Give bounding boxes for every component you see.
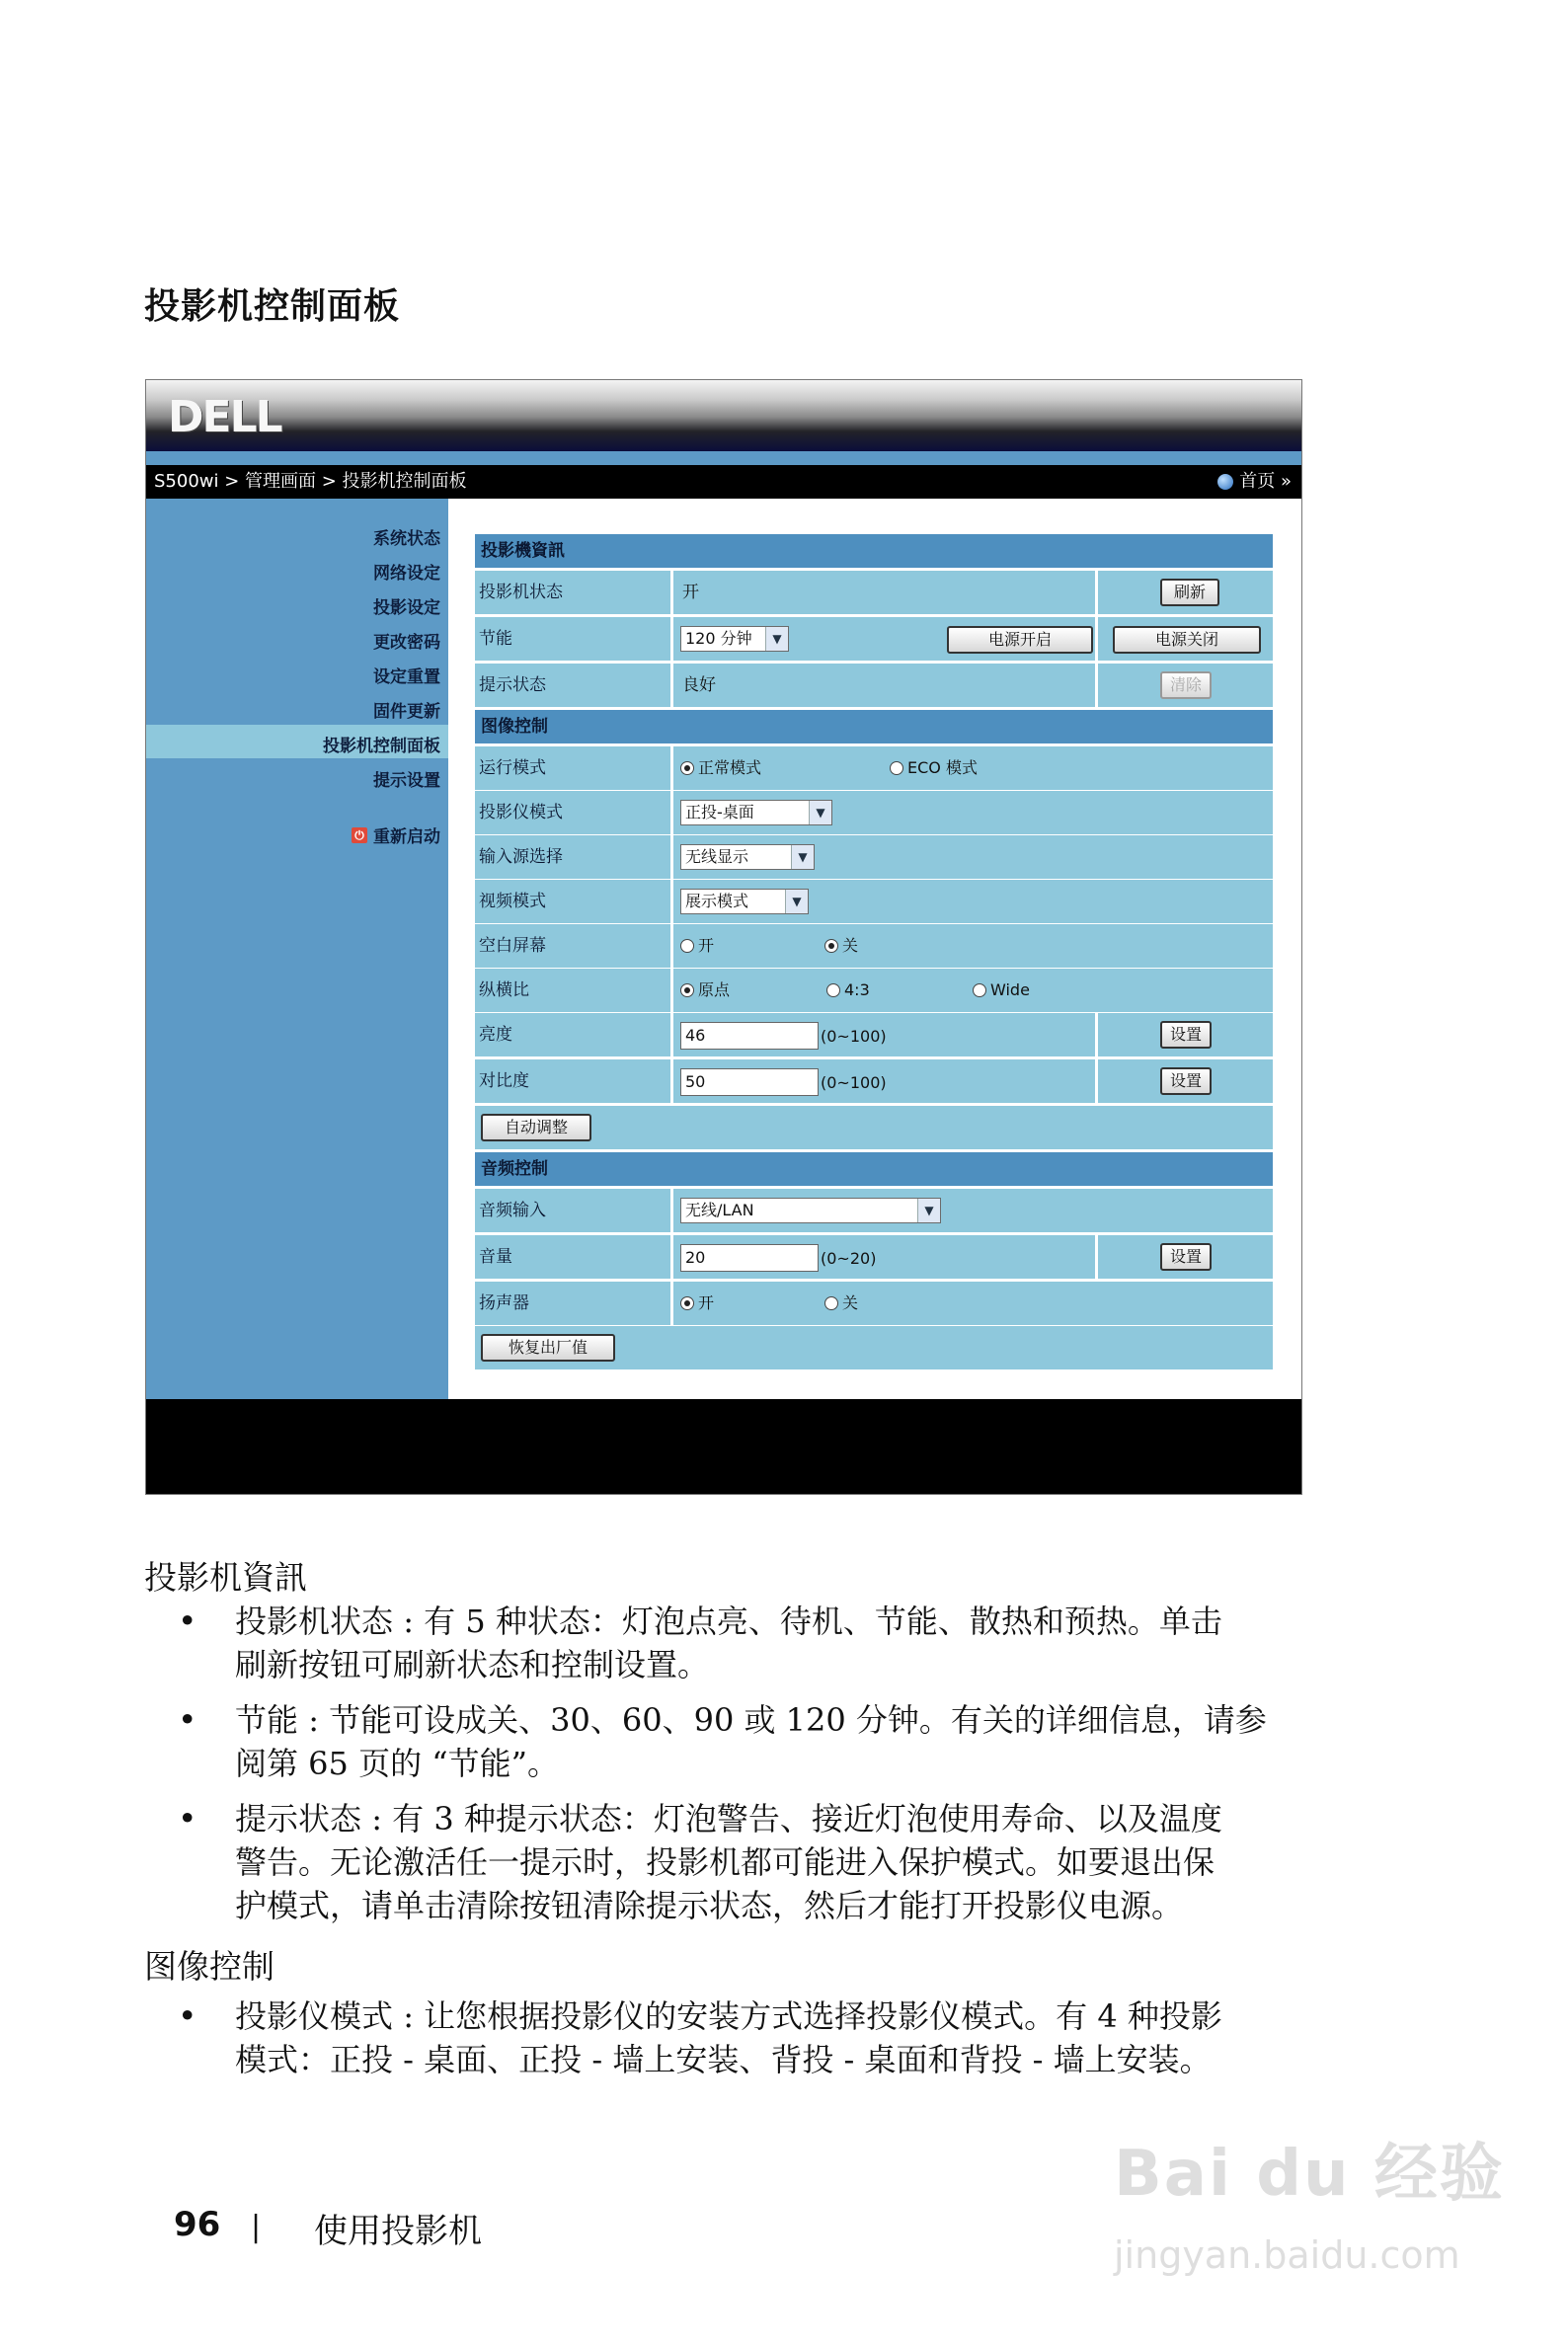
row-projector-mode	[475, 791, 1273, 834]
label: 投影机状态	[479, 583, 563, 602]
radio-aspect-original[interactable]: 原点	[680, 969, 730, 1012]
row-auto-adjust	[475, 1106, 1273, 1149]
footer-bar	[146, 1399, 1301, 1495]
breadcrumb[interactable]: S500wi > 管理画面 > 投影机控制面板	[154, 471, 467, 492]
row-power-saving	[475, 617, 1273, 661]
radio-blank-on[interactable]: 开	[680, 924, 714, 968]
label: 对比度	[479, 1071, 529, 1091]
bullet: •	[178, 1602, 197, 1640]
label: 输入源选择	[479, 847, 563, 867]
home-label: 首页 »	[1239, 471, 1292, 492]
row-aspect-ratio	[475, 969, 1273, 1012]
bullet: •	[178, 1700, 197, 1739]
label: 投影仪模式	[479, 803, 563, 822]
input-source-select[interactable]: 无线显示 ▼	[680, 844, 815, 870]
projector-web-ui-screenshot	[145, 379, 1302, 1495]
contrast-set-button[interactable]: 设置	[1160, 1067, 1212, 1095]
sidebar-item-password[interactable]: 更改密码	[373, 633, 440, 653]
baidu-watermark-url: jingyan.baidu.com	[1114, 2233, 1460, 2277]
audio-input-select[interactable]: 无线/LAN ▼	[680, 1198, 941, 1223]
alert-value: 良好	[682, 675, 716, 695]
page-number: 96	[174, 2205, 221, 2244]
dell-logo: DELL	[168, 392, 281, 442]
paragraph-projector-status: 投影机状态 : 有 5 种状态：灯泡点亮、待机、节能、散热和预热。单击 刷新按钮可刷新状态和控制设置。	[235, 1603, 1222, 1683]
label: 纵横比	[479, 980, 529, 1000]
row-factory-reset	[475, 1326, 1273, 1369]
contrast-range: (0~100)	[821, 1073, 887, 1092]
brightness-set-button[interactable]: 设置	[1160, 1021, 1212, 1049]
volume-range: (0~20)	[821, 1249, 877, 1268]
auto-adjust-button[interactable]: 自动调整	[481, 1114, 591, 1141]
sidebar-item-system-status[interactable]: 系统状态	[373, 529, 440, 549]
row-speaker	[475, 1282, 1273, 1325]
row-audio-input	[475, 1189, 1273, 1232]
chevron-down-icon: ▼	[809, 801, 831, 824]
factory-reset-button[interactable]: 恢复出厂值	[481, 1334, 615, 1362]
row-alert-status	[475, 664, 1273, 707]
bullet: •	[178, 1799, 197, 1838]
power-on-button[interactable]: 电源开启	[947, 626, 1093, 654]
refresh-button[interactable]: 刷新	[1160, 579, 1219, 606]
power-saving-select[interactable]: 120 分钟 ▼	[680, 626, 789, 652]
restart-button[interactable]	[352, 822, 440, 847]
row-contrast	[475, 1059, 1273, 1103]
radio-blank-off[interactable]: 关	[824, 924, 858, 968]
chevron-down-icon: ▼	[917, 1199, 940, 1222]
label: 节能	[479, 629, 512, 649]
contrast-input[interactable]: 50	[680, 1068, 819, 1096]
chapter-title: 使用投影机	[314, 2212, 482, 2251]
chevron-down-icon: ▼	[791, 845, 814, 869]
footer-separator: |	[251, 2210, 262, 2244]
label: 扬声器	[479, 1293, 529, 1313]
brightness-input[interactable]: 46	[680, 1022, 819, 1050]
sidebar	[146, 499, 448, 1399]
paragraph-alert-status: 提示状态 : 有 3 种提示状态：灯泡警告、接近灯泡使用寿命、以及温度 警告。无论激活任一提示时，投影机都可能进入保护模式。如要退出保 护模式，请单击清除按钮清除提示状态，然后才能打开投影仪电源。	[235, 1800, 1222, 1924]
radio-speaker-on[interactable]: 开	[680, 1282, 714, 1325]
label: 运行模式	[479, 758, 546, 778]
label: 空白屏幕	[479, 936, 546, 956]
section-projector-info: 投影機資訊	[475, 534, 1273, 568]
row-video-mode	[475, 880, 1273, 923]
home-link[interactable]	[1217, 465, 1292, 499]
row-input-source	[475, 835, 1273, 879]
heading-projector-info: 投影机資訊	[144, 1558, 307, 1597]
breadcrumb-bar	[146, 465, 1301, 499]
baidu-watermark: Bai du 经验	[1114, 2138, 1505, 2211]
page-title: 投影机控制面板	[144, 286, 401, 327]
label: 音频输入	[479, 1201, 546, 1220]
sidebar-item-alerts[interactable]: 提示设置	[373, 771, 440, 791]
restart-label: 重新启动	[373, 827, 440, 847]
paragraph-power-saving: 节能 : 节能可设成关、30、60、90 或 120 分钟。有关的详细信息，请参 阅第 65 页的 “节能”。	[235, 1701, 1267, 1782]
power-icon: ⏻	[352, 827, 367, 843]
radio-eco-mode[interactable]: ECO 模式	[890, 746, 978, 790]
radio-aspect-4-3[interactable]: 4:3	[826, 969, 870, 1012]
projector-mode-select[interactable]: 正投-桌面 ▼	[680, 800, 832, 825]
radio-speaker-off[interactable]: 关	[824, 1282, 858, 1325]
section-image-control: 图像控制	[475, 710, 1273, 743]
volume-set-button[interactable]: 设置	[1160, 1243, 1212, 1271]
brightness-range: (0~100)	[821, 1027, 887, 1046]
radio-aspect-wide[interactable]: Wide	[973, 969, 1030, 1012]
status-value: 开	[682, 583, 699, 602]
sidebar-item-network[interactable]: 网络设定	[373, 564, 440, 584]
sidebar-item-reset[interactable]: 设定重置	[373, 667, 440, 687]
chevron-down-icon: ▼	[785, 890, 808, 913]
label: 视频模式	[479, 892, 546, 911]
section-audio-control: 音频控制	[475, 1152, 1273, 1186]
row-blank-screen	[475, 924, 1273, 968]
row-run-mode	[475, 746, 1273, 790]
sidebar-item-projection[interactable]: 投影设定	[373, 598, 440, 618]
row-volume	[475, 1235, 1273, 1279]
bullet: •	[178, 1996, 197, 2035]
video-mode-select[interactable]: 展示模式 ▼	[680, 889, 809, 914]
label: 提示状态	[479, 675, 546, 695]
dell-header-bar	[146, 380, 1301, 451]
volume-input[interactable]: 20	[680, 1244, 819, 1272]
radio-normal-mode[interactable]: 正常模式	[680, 746, 761, 790]
sidebar-item-control-panel[interactable]: 投影机控制面板	[323, 737, 440, 756]
home-icon	[1217, 474, 1233, 490]
power-off-button[interactable]: 电源关闭	[1113, 626, 1261, 654]
sidebar-item-firmware[interactable]: 固件更新	[373, 702, 440, 722]
label: 音量	[479, 1247, 512, 1267]
row-projector-status	[475, 571, 1273, 614]
paragraph-projector-mode: 投影仪模式 : 让您根据投影仪的安装方式选择投影仪模式。有 4 种投影 模式：正投 - 桌面、正投 - 墙上安装、背投 - 桌面和背投 - 墙上安装。	[235, 1997, 1222, 2078]
label: 亮度	[479, 1025, 512, 1045]
heading-image-control: 图像控制	[144, 1947, 274, 1986]
clear-button[interactable]: 清除	[1160, 671, 1212, 699]
row-brightness	[475, 1013, 1273, 1056]
chevron-down-icon: ▼	[765, 627, 788, 651]
